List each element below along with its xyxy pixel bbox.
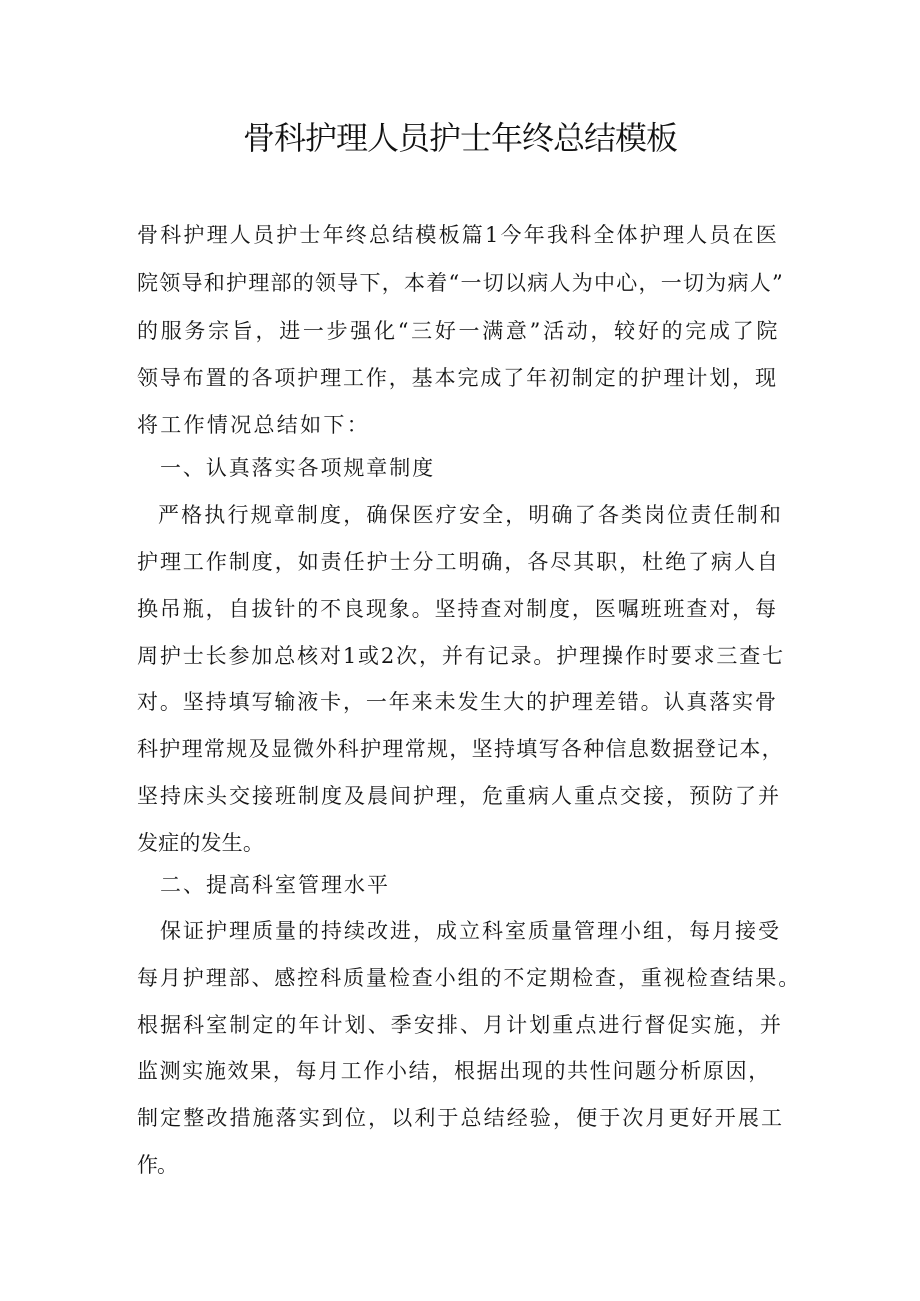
paragraph-line: 护理工作制度，如责任护士分工明确，各尽其职，杜绝了病人自	[137, 550, 780, 574]
intro-line: 的服务宗旨，进一步强化“三好一满意”活动，较好的完成了院	[137, 319, 781, 343]
intro-line: 院领导和护理部的领导下，本着“一切以病人为中心，一切为病人”	[137, 271, 784, 295]
paragraph-line: 对。坚持填写输液卡，一年来未发生大的护理差错。认真落实骨	[137, 690, 778, 714]
section-heading: 二、提高科室管理水平	[160, 873, 390, 897]
paragraph-line: 严格执行规章制度，确保医疗安全，明确了各类岗位责任制和	[158, 503, 784, 527]
paragraph-line: 作。	[137, 1153, 177, 1177]
paragraph-line: 保证护理质量的持续改进，成立科室质量管理小组，每月接受	[160, 919, 781, 943]
document-title: 骨科护理人员护士年终总结模板	[242, 119, 677, 157]
section-heading: 一、认真落实各项规章制度	[160, 456, 436, 480]
paragraph-line: 科护理常规及显微外科护理常规，坚持填写各种信息数据登记本，	[137, 737, 784, 761]
intro-line: 将工作情况总结如下：	[137, 413, 370, 437]
paragraph-line: 换吊瓶，自拔针的不良现象。坚持查对制度，医嘱班班查对，每	[137, 597, 778, 621]
paragraph-line: 周护士长参加总核对1或2次，并有记录。护理操作时要求三查七	[137, 644, 785, 668]
intro-line: 骨科护理人员护士年终总结模板篇1今年我科全体护理人员在医	[137, 223, 779, 247]
intro-line: 领导布置的各项护理工作，基本完成了年初制定的护理计划，现	[137, 366, 778, 390]
paragraph-line: 每月护理部、感控科质量检查小组的不定期检查，重视检查结果。	[137, 966, 802, 990]
paragraph-line: 监测实施效果，每月工作小结，根据出现的共性问题分析原因，	[137, 1059, 771, 1083]
paragraph-line: 根据科室制定的年计划、季安排、月计划重点进行督促实施，并	[137, 1013, 783, 1037]
paragraph-line: 坚持床头交接班制度及晨间护理，危重病人重点交接，预防了并	[137, 784, 781, 808]
paragraph-line: 制定整改措施落实到位，以利于总结经验，便于次月更好开展工	[137, 1106, 785, 1130]
paragraph-line: 发症的发生。	[137, 831, 265, 855]
